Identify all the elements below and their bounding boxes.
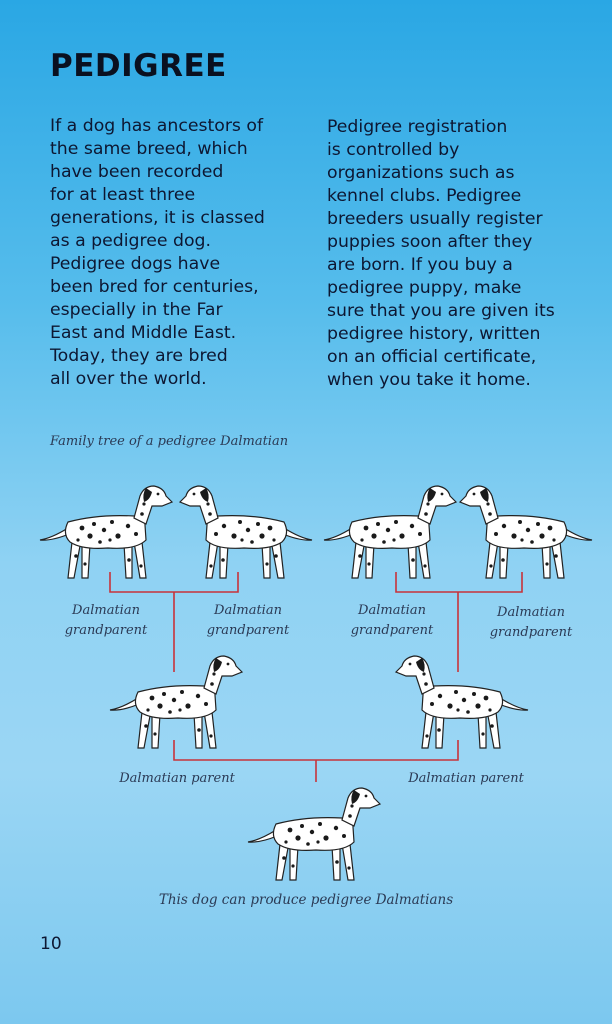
grandparent-label: Dalmatian xyxy=(358,603,426,618)
dalmatian-parent-2 xyxy=(396,656,528,748)
text-line: breeders usually register xyxy=(327,209,543,229)
text-line: generations, it is classed xyxy=(50,208,265,228)
parent-label: Dalmatian parent xyxy=(119,771,235,786)
grandparent-label: grandparent xyxy=(64,623,148,638)
grandparent-label: grandparent xyxy=(206,623,290,638)
text-line: have been recorded xyxy=(50,162,224,182)
text-line: the same breed, which xyxy=(50,139,248,159)
dalmatian-grandparent-1 xyxy=(40,486,172,578)
text-line: are born. If you buy a xyxy=(327,255,513,275)
text-line: puppies soon after they xyxy=(327,232,533,252)
diagram-caption: Family tree of a pedigree Dalmatian xyxy=(50,434,289,449)
text-line: when you take it home. xyxy=(327,370,531,390)
grandparent-label: Dalmatian xyxy=(214,603,282,618)
grandparent-label: Dalmatian xyxy=(72,603,140,618)
dalmatian-grandparent-4 xyxy=(460,486,592,578)
grandparent-label: Dalmatian xyxy=(497,605,565,620)
grandparent-label: grandparent xyxy=(350,623,434,638)
right-paragraph xyxy=(327,116,577,392)
text-line: pedigree history, written xyxy=(327,324,541,344)
offspring-caption: This dog can produce pedigree Dalmatians xyxy=(158,892,454,908)
text-line: on an official certificate, xyxy=(327,347,537,367)
page-heading: PEDIGREE xyxy=(50,48,227,84)
family-tree-diagram xyxy=(0,460,612,890)
grandparent-label: grandparent xyxy=(489,625,573,640)
text-line: is controlled by xyxy=(327,140,460,160)
parent-label: Dalmatian parent xyxy=(408,771,524,786)
dalmatian-parent-1 xyxy=(110,656,242,748)
text-line: Today, they are bred xyxy=(50,346,228,366)
text-line: been bred for centuries, xyxy=(50,277,259,297)
connector-lines xyxy=(110,572,522,782)
text-line: for at least three xyxy=(50,185,196,205)
text-line: pedigree puppy, make xyxy=(327,278,522,298)
left-paragraph xyxy=(50,115,300,391)
text-line: East and Middle East. xyxy=(50,323,237,343)
text-line: Pedigree dogs have xyxy=(50,254,221,274)
dalmatian-offspring xyxy=(248,788,380,880)
text-line: sure that you are given its xyxy=(327,301,555,321)
page-number: 10 xyxy=(40,934,62,954)
text-line: all over the world. xyxy=(50,369,207,389)
dalmatian-grandparent-3 xyxy=(324,486,456,578)
text-line: organizations such as xyxy=(327,163,515,183)
text-line: especially in the Far xyxy=(50,300,223,320)
text-line: Pedigree registration xyxy=(327,117,508,137)
text-line: If a dog has ancestors of xyxy=(50,116,264,136)
text-line: as a pedigree dog. xyxy=(50,231,211,251)
dalmatian-grandparent-2 xyxy=(180,486,312,578)
text-line: kennel clubs. Pedigree xyxy=(327,186,522,206)
